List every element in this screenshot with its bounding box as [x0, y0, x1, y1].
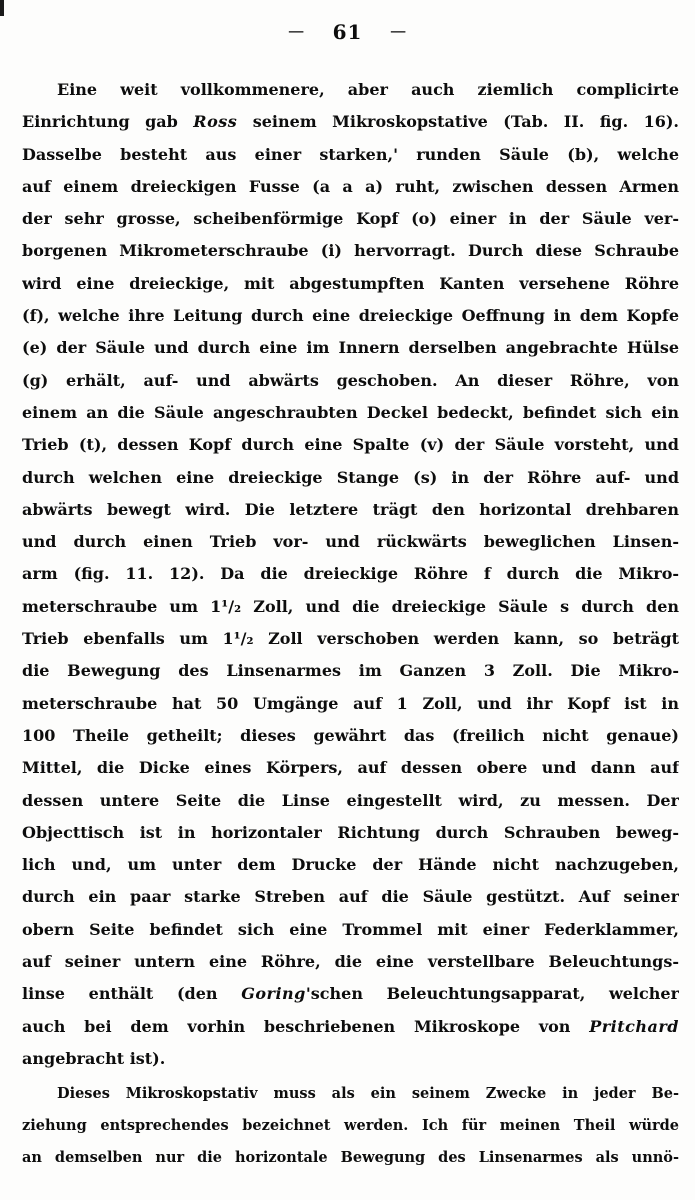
text-line: Objecttisch ist in horizontaler Richtung durch Schrauben beweg-	[22, 822, 679, 842]
proper-name: Pritchard	[589, 1016, 679, 1036]
text-line: und durch einen Trieb vor- und rückwärts beweglichen Linsen-	[22, 532, 679, 552]
text-line: obern Seite befindet sich eine Trommel mit einer Federklammer,	[22, 919, 679, 939]
text-line: durch ein paar starke Streben auf die Säule gestützt. Auf seiner	[22, 887, 679, 907]
text-line: Einrichtung gab Ross seinem Mikroskopstative (Tab. II. fig. 16).	[22, 112, 679, 132]
text-line: arm (fig. 11. 12). Da die dreieckige Röhre f durch die Mikro-	[22, 564, 679, 584]
text-line: Mittel, die Dicke eines Körpers, auf dessen obere und dann auf	[22, 758, 679, 778]
text-line: borgenen Mikrometerschraube (i) hervorragt. Durch diese Schraube	[22, 241, 679, 261]
proper-name: Ross	[193, 112, 238, 132]
text-line: (f), welche ihre Leitung durch eine dreieckige Oeffnung in dem Kopfe	[22, 306, 679, 326]
text-line: einem an die Säule angeschraubten Deckel bedeckt, befindet sich ein	[22, 402, 679, 422]
text-line: meterschraube um 1¹/₂ Zoll, und die dreieckige Säule s durch den	[22, 596, 679, 616]
text-line: (g) erhält, auf- und abwärts geschoben. An dieser Röhre, von	[22, 370, 679, 390]
text-line: Trieb ebenfalls um 1¹/₂ Zoll verschoben werden kann, so beträgt	[22, 629, 679, 649]
text-line: an demselben nur die horizontale Bewegung des Linsenarmes als unnö-	[22, 1149, 679, 1167]
paragraph-main	[22, 74, 679, 1075]
page-header	[0, 20, 695, 44]
proper-name: Goring	[241, 984, 306, 1004]
text-line: dessen untere Seite die Linse eingestellt wird, zu messen. Der	[22, 790, 679, 810]
text-line: abwärts bewegt wird. Die letztere trägt den horizontal drehbaren	[22, 499, 679, 519]
header-dash-left: —	[287, 18, 305, 42]
text-line: angebracht ist).	[22, 1048, 166, 1068]
text-line: lich und, um unter dem Drucke der Hände nicht nachzugeben,	[22, 855, 679, 875]
text-line: Dasselbe besteht aus einer starken,' runden Säule (b), welche	[22, 144, 679, 164]
text-line: Eine weit vollkommenere, aber auch ziemlich complicirte	[57, 80, 679, 99]
paragraph-small	[22, 1078, 679, 1174]
text-line: ziehung entsprechendes bezeichnet werden. Ich für meinen Theil würde	[22, 1117, 679, 1135]
page-body	[0, 74, 695, 1174]
page-number: 61	[332, 20, 363, 44]
text-line: die Bewegung des Linsenarmes im Ganzen 3 Zoll. Die Mikro-	[22, 661, 679, 681]
text-line: meterschraube hat 50 Umgänge auf 1 Zoll, und ihr Kopf ist in	[22, 693, 679, 713]
text-line: Dieses Mikroskopstativ muss als ein seinem Zwecke in jeder Be-	[57, 1085, 679, 1103]
text-line: auf seiner untern eine Röhre, die eine verstellbare Beleuchtungs-	[22, 952, 679, 972]
text-line: durch welchen eine dreieckige Stange (s) in der Röhre auf- und	[22, 467, 679, 487]
scan-artifact	[0, 0, 4, 16]
header-dash-right: —	[390, 18, 408, 42]
text-line: linse enthält (den Goring'schen Beleuchtungsapparat, welcher	[22, 984, 679, 1004]
text-line: auf einem dreieckigen Fusse (a a a) ruht, zwischen dessen Armen	[22, 176, 679, 196]
text-line: 100 Theile getheilt; dieses gewährt das (freilich nicht genaue)	[22, 725, 679, 745]
text-line: Trieb (t), dessen Kopf durch eine Spalte (v) der Säule vorsteht, und	[22, 435, 679, 455]
text-line: der sehr grosse, scheibenförmige Kopf (o) einer in der Säule ver-	[22, 209, 679, 229]
text-line: wird eine dreieckige, mit abgestumpften Kanten versehene Röhre	[22, 273, 679, 293]
text-line: auch bei dem vorhin beschriebenen Mikroskope von Pritchard	[22, 1016, 679, 1036]
text-line: (e) der Säule und durch eine im Innern derselben angebrachte Hülse	[22, 338, 679, 358]
